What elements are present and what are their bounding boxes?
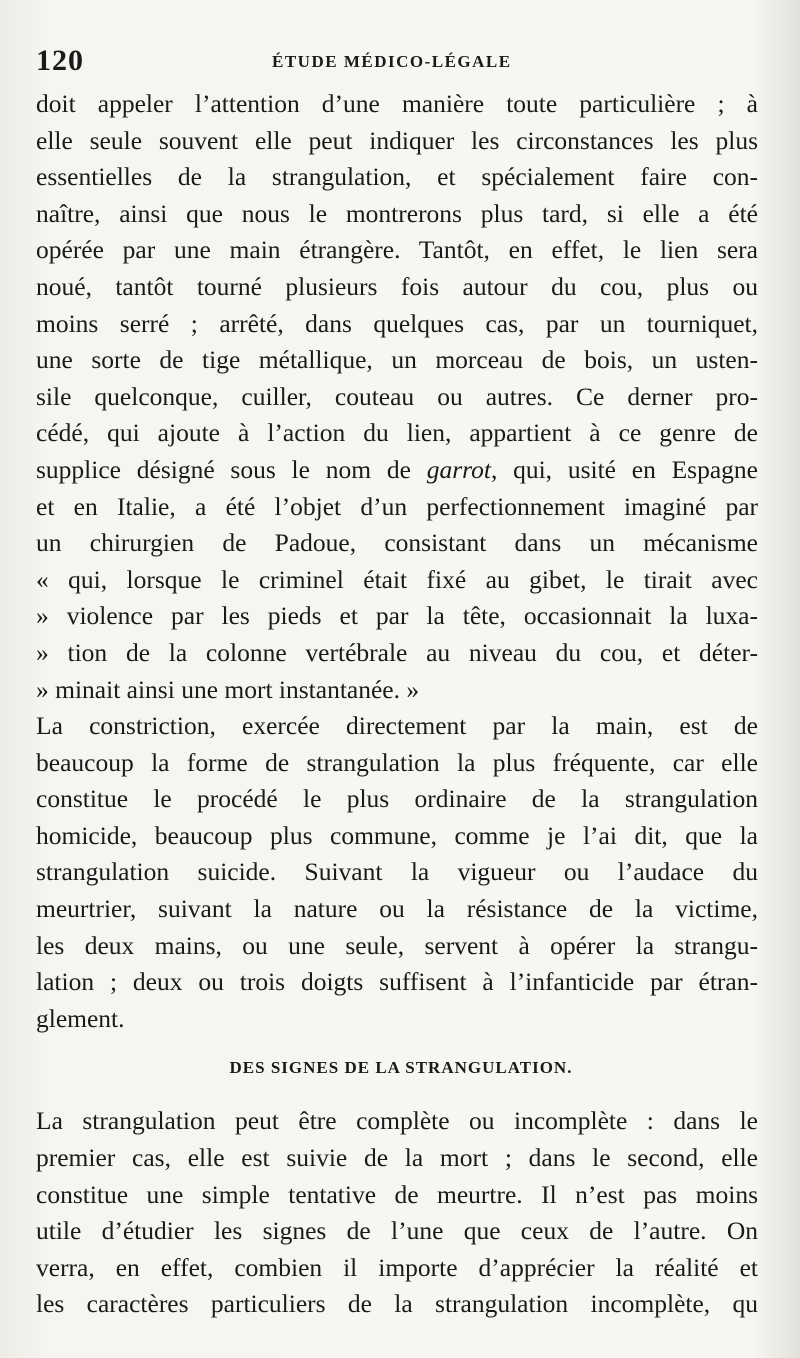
text-line: meurtrier, suivant la nature ou la résistance de la victime, xyxy=(36,894,758,924)
text-line: moins serré ; arrêté, dans quelques cas, par un tourniquet, xyxy=(36,308,758,338)
text-line: lation ; deux ou trois doigts suffisent à l’infanticide par étran- xyxy=(36,967,758,997)
text-line: beaucoup la forme de strangulation la plus fréquente, car elle xyxy=(36,747,758,777)
text-line: » violence par les pieds et par la tête, occasionnait la luxa- xyxy=(36,601,758,631)
text-line: les caractères particuliers de la strangulation incomplète, qu xyxy=(36,1289,758,1319)
text-line: et en Italie, a été l’objet d’un perfectionnement imaginé par xyxy=(36,491,758,521)
text-segment: supplice désigné sous le nom de xyxy=(36,454,427,484)
text-line: doit appeler l’attention d’une manière toute particulière ; à xyxy=(36,89,758,118)
text-line: constitue le procédé le plus ordinaire de la strangulation xyxy=(36,784,758,814)
paragraph-3 xyxy=(36,1103,758,1323)
text-line: noué, tantôt tourné plusieurs fois autour du cou, plus ou xyxy=(36,271,758,301)
running-head: ÉTUDE MÉDICO-LÉGALE xyxy=(272,52,512,71)
text-line-with-italic xyxy=(36,452,758,489)
text-line: sile quelconque, cuiller, couteau ou autres. Ce derner pro- xyxy=(36,381,758,411)
body-text xyxy=(36,86,758,1323)
section-heading: DES SIGNES DE LA STRANGULATION. xyxy=(229,1058,573,1078)
page-number: 120 xyxy=(36,44,84,77)
text-line: premier cas, elle est suivie de la mort ; dans le second, elle xyxy=(36,1143,758,1173)
text-line: les deux mains, ou une seule, servent à opérer la strangu- xyxy=(36,930,758,960)
text-line: strangulation suicide. Suivant la vigueur ou l’audace du xyxy=(36,857,758,887)
text-line: un chirurgien de Padoue, consistant dans un mécanisme xyxy=(36,528,758,558)
text-line: elle seule souvent elle peut indiquer les circonstances les plus xyxy=(36,125,758,155)
text-line: cédé, qui ajoute à l’action du lien, appartient à ce genre de xyxy=(36,418,758,448)
paragraph-1 xyxy=(36,86,758,708)
text-line: La constriction, exercée directement par la main, est de xyxy=(36,711,758,741)
text-line: « qui, lorsque le criminel était fixé au gibet, le tirait avec xyxy=(36,564,758,594)
text-line: constitue une simple tentative de meurtre. Il n’est pas moins xyxy=(36,1179,758,1209)
text-line: » tion de la colonne vertébrale au niveau du cou, et déter- xyxy=(36,637,758,667)
page-header xyxy=(36,44,756,84)
text-line: homicide, beaucoup plus commune, comme je l’ai dit, que la xyxy=(36,820,758,850)
text-line: une sorte de tige métallique, un morceau de bois, un usten- xyxy=(36,345,758,375)
italic-term: garrot xyxy=(426,454,491,484)
text-line: verra, en effet, combien il importe d’apprécier la réalité et xyxy=(36,1252,758,1282)
text-line: glement. xyxy=(36,1003,125,1033)
text-line: » minait ainsi une mort instantanée. » xyxy=(36,674,420,704)
paragraph-2 xyxy=(36,708,758,1037)
text-line: opérée par une main étrangère. Tantôt, en effet, le lien sera xyxy=(36,235,758,265)
text-line: utile d’étudier les signes de l’une que ceux de l’autre. On xyxy=(36,1216,758,1246)
text-line: La strangulation peut être complète ou incomplète : dans le xyxy=(36,1106,758,1136)
text-line: essentielles de la strangulation, et spécialement faire con- xyxy=(36,162,758,192)
text-line: naître, ainsi que nous le montrerons plus tard, si elle a été xyxy=(36,198,758,228)
text-segment: , qui, usité en Espagne xyxy=(490,454,758,484)
